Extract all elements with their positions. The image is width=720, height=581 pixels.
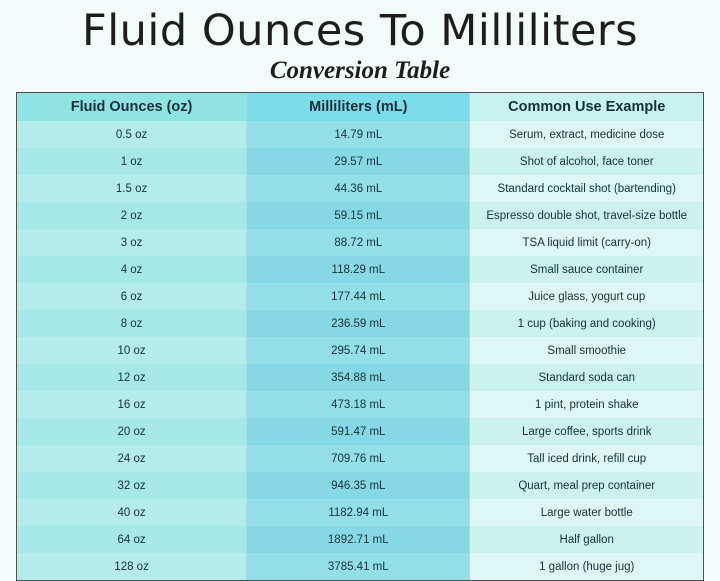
cell-milliliters: 29.57 mL xyxy=(247,148,470,175)
table-row xyxy=(17,553,703,580)
cell-milliliters: 118.29 mL xyxy=(247,256,470,283)
cell-fluid-ounces: 12 oz xyxy=(17,364,247,391)
table-row xyxy=(17,121,703,148)
table-row xyxy=(17,499,703,526)
table-row xyxy=(17,391,703,418)
cell-common-use-example: Espresso double shot, travel-size bottle xyxy=(470,202,703,229)
cell-common-use-example: Small sauce container xyxy=(470,256,703,283)
cell-common-use-example: Half gallon xyxy=(470,526,703,553)
cell-fluid-ounces: 64 oz xyxy=(17,526,247,553)
table-body xyxy=(17,121,703,580)
cell-common-use-example: Small smoothie xyxy=(470,337,703,364)
table-row xyxy=(17,418,703,445)
cell-milliliters: 3785.41 mL xyxy=(247,553,470,580)
table-row xyxy=(17,283,703,310)
cell-common-use-example: Juice glass, yogurt cup xyxy=(470,283,703,310)
table-row xyxy=(17,175,703,202)
cell-common-use-example: Large water bottle xyxy=(470,499,703,526)
cell-fluid-ounces: 6 oz xyxy=(17,283,247,310)
table-row xyxy=(17,202,703,229)
table-row xyxy=(17,472,703,499)
cell-milliliters: 14.79 mL xyxy=(247,121,470,148)
cell-common-use-example: Serum, extract, medicine dose xyxy=(470,121,703,148)
cell-milliliters: 59.15 mL xyxy=(247,202,470,229)
page-title: Fluid Ounces To Milliliters xyxy=(82,6,638,56)
cell-fluid-ounces: 32 oz xyxy=(17,472,247,499)
table-row xyxy=(17,148,703,175)
cell-milliliters: 473.18 mL xyxy=(247,391,470,418)
cell-fluid-ounces: 40 oz xyxy=(17,499,247,526)
cell-milliliters: 88.72 mL xyxy=(247,229,470,256)
conversion-table xyxy=(17,93,703,580)
table-row xyxy=(17,310,703,337)
cell-fluid-ounces: 8 oz xyxy=(17,310,247,337)
table-row xyxy=(17,445,703,472)
cell-fluid-ounces: 4 oz xyxy=(17,256,247,283)
cell-milliliters: 295.74 mL xyxy=(247,337,470,364)
cell-fluid-ounces: 0.5 oz xyxy=(17,121,247,148)
page-subtitle: Conversion Table xyxy=(269,57,451,84)
cell-common-use-example: 1 pint, protein shake xyxy=(470,391,703,418)
cell-fluid-ounces: 128 oz xyxy=(17,553,247,580)
cell-milliliters: 1182.94 mL xyxy=(247,499,470,526)
cell-common-use-example: Quart, meal prep container xyxy=(470,472,703,499)
cell-fluid-ounces: 10 oz xyxy=(17,337,247,364)
column-header-fluid-ounces: Fluid Ounces (oz) xyxy=(17,93,247,121)
column-header-common-use-example: Common Use Example xyxy=(470,93,703,121)
cell-milliliters: 591.47 mL xyxy=(247,418,470,445)
table-row xyxy=(17,337,703,364)
cell-fluid-ounces: 3 oz xyxy=(17,229,247,256)
cell-fluid-ounces: 16 oz xyxy=(17,391,247,418)
cell-common-use-example: 1 gallon (huge jug) xyxy=(470,553,703,580)
cell-milliliters: 177.44 mL xyxy=(247,283,470,310)
cell-common-use-example: 1 cup (baking and cooking) xyxy=(470,310,703,337)
cell-fluid-ounces: 1.5 oz xyxy=(17,175,247,202)
cell-milliliters: 1892.71 mL xyxy=(247,526,470,553)
table-row xyxy=(17,256,703,283)
table-container xyxy=(16,92,704,581)
cell-milliliters: 946.35 mL xyxy=(247,472,470,499)
cell-common-use-example: Shot of alcohol, face toner xyxy=(470,148,703,175)
title-block xyxy=(16,4,704,92)
cell-milliliters: 236.59 mL xyxy=(247,310,470,337)
table-header xyxy=(17,93,703,121)
cell-milliliters: 709.76 mL xyxy=(247,445,470,472)
cell-milliliters: 44.36 mL xyxy=(247,175,470,202)
cell-fluid-ounces: 20 oz xyxy=(17,418,247,445)
cell-common-use-example: Standard soda can xyxy=(470,364,703,391)
table-row xyxy=(17,229,703,256)
cell-common-use-example: Tall iced drink, refill cup xyxy=(470,445,703,472)
cell-common-use-example: Large coffee, sports drink xyxy=(470,418,703,445)
cell-fluid-ounces: 24 oz xyxy=(17,445,247,472)
table-row xyxy=(17,364,703,391)
column-header-milliliters: Milliliters (mL) xyxy=(247,93,470,121)
cell-common-use-example: TSA liquid limit (carry-on) xyxy=(470,229,703,256)
table-header-row xyxy=(17,93,703,121)
table-row xyxy=(17,526,703,553)
cell-milliliters: 354.88 mL xyxy=(247,364,470,391)
cell-common-use-example: Standard cocktail shot (bartending) xyxy=(470,175,703,202)
cell-fluid-ounces: 2 oz xyxy=(17,202,247,229)
cell-fluid-ounces: 1 oz xyxy=(17,148,247,175)
